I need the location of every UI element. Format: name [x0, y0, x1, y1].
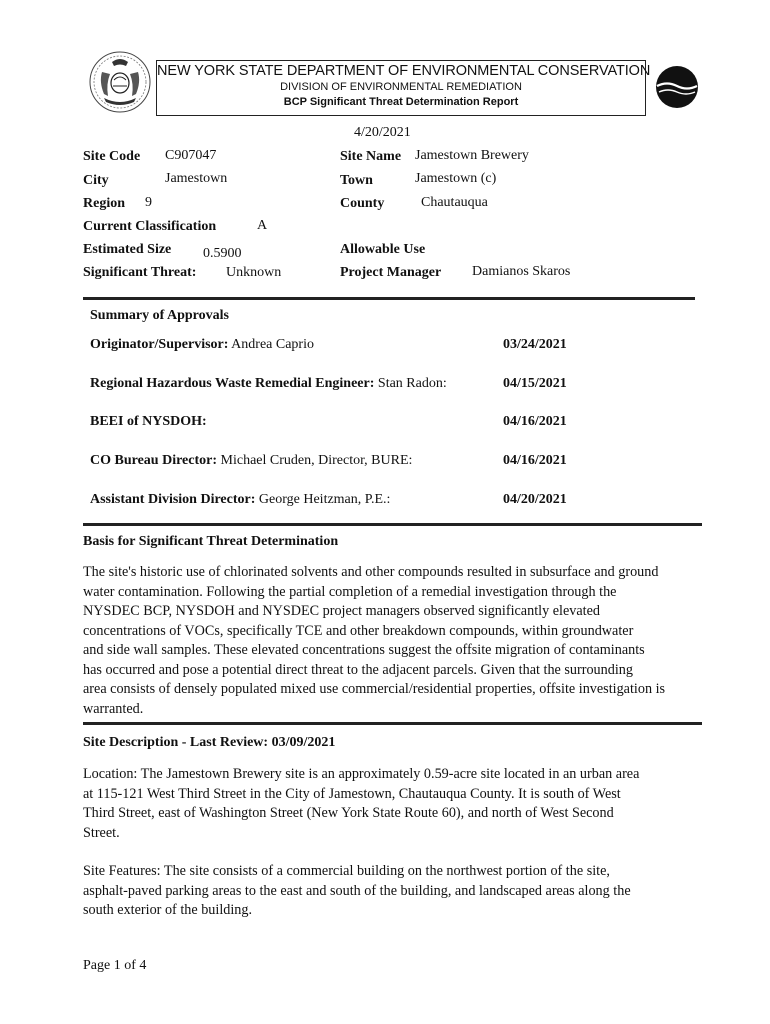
report-header-box	[156, 60, 651, 116]
estimated-size-label: Estimated Size	[83, 242, 172, 257]
town-value: Jamestown (c)	[415, 171, 497, 186]
approval-name: Andrea Caprio	[228, 337, 314, 352]
site-description-title: Site Description - Last Review: 03/09/2021	[83, 735, 336, 750]
text-line: warranted.	[83, 700, 144, 717]
city-value: Jamestown	[165, 171, 228, 186]
approval-name: Michael Cruden, Director, BURE:	[217, 453, 413, 468]
estimated-size-value: 0.5900	[203, 246, 242, 261]
site-name-value: Jamestown Brewery	[415, 148, 529, 163]
section-divider	[83, 297, 695, 300]
approval-date: 04/20/2021	[503, 492, 567, 507]
approval-role: Regional Hazardous Waste Remedial Engineer:	[90, 376, 375, 391]
text-line: at 115-121 West Third Street in the City of Jamestown, Chautauqua County. It is south of West	[83, 785, 621, 802]
approval-name: Stan Radon:	[374, 376, 447, 391]
significant-threat-value: Unknown	[226, 265, 282, 280]
site-features-paragraph	[83, 862, 703, 921]
approval-role: BEEI of NYSDOH:	[90, 414, 207, 429]
approval-date: 03/24/2021	[503, 337, 567, 352]
agency-title: NEW YORK STATE DEPARTMENT OF ENVIRONMENTAL CONSERVATION	[157, 63, 651, 79]
classification-label: Current Classification	[83, 219, 217, 234]
division-title: DIVISION OF ENVIRONMENTAL REMEDIATION	[280, 81, 522, 93]
approval-row	[90, 376, 447, 392]
text-line: area consists of densely populated mixed use commercial/residential properties, offsite investigation is	[83, 681, 666, 697]
approval-date: 04/16/2021	[503, 414, 567, 429]
approval-date: 04/16/2021	[503, 453, 567, 468]
basis-paragraph	[83, 563, 703, 719]
approval-role: Originator/Supervisor:	[90, 337, 229, 352]
text-line: NYSDEC BCP, NYSDOH and NYSDEC project managers observed significantly elevated	[83, 603, 600, 619]
site-code-label: Site Code	[83, 149, 141, 164]
county-label: County	[340, 196, 385, 211]
basis-title: Basis for Significant Threat Determination	[83, 534, 339, 549]
text-line: has occurred and pose a potential direct threat to the adjacent parcels. Given that the surrounding	[83, 661, 633, 678]
page-number: Page 1 of 4	[83, 958, 147, 973]
report-date: 4/20/2021	[354, 125, 411, 140]
project-manager-label: Project Manager	[340, 265, 442, 280]
text-line: The site's historic use of chlorinated solvents and other compounds resulted in subsurface and ground	[83, 564, 659, 580]
text-line: and side wall samples. These elevated concentrations suggest the offsite migration of contaminants	[83, 642, 645, 658]
city-label: City	[83, 173, 109, 188]
region-value: 9	[145, 195, 152, 210]
approval-date: 04/15/2021	[503, 376, 567, 391]
allowable-use-label: Allowable Use	[340, 242, 426, 257]
report-title: BCP Significant Threat Determination Report	[283, 96, 519, 108]
text-line: asphalt-paved parking areas to the east and south of the building, and landscaped areas along the	[83, 882, 631, 899]
approval-role: Assistant Division Director:	[90, 492, 256, 507]
text-line: Location: The Jamestown Brewery site is an approximately 0.59-acre site located in an urban area	[83, 766, 640, 782]
region-label: Region	[83, 196, 125, 211]
approval-role: CO Bureau Director:	[90, 453, 218, 468]
town-label: Town	[340, 173, 373, 188]
significant-threat-label: Significant Threat:	[83, 265, 197, 280]
site-code-value: C907047	[165, 148, 217, 163]
text-line: Site Features: The site consists of a commercial building on the northwest portion of the site,	[83, 863, 610, 879]
text-line: south exterior of the building.	[83, 902, 253, 918]
county-value: Chautauqua	[421, 195, 488, 210]
text-line: Street.	[83, 824, 120, 841]
classification-value: A	[257, 218, 268, 233]
text-line: water contamination. Following the partial completion of a remedial investigation through the	[83, 583, 617, 600]
site-name-label: Site Name	[340, 149, 402, 164]
location-paragraph	[83, 765, 703, 843]
project-manager-value: Damianos Skaros	[472, 264, 571, 279]
approval-row	[90, 492, 390, 508]
text-line: concentrations of VOCs, specifically TCE and other breakdown compounds, within groundwater	[83, 622, 634, 639]
text-line: Third Street, east of Washington Street (New York State Route 60), and north of West Second	[83, 805, 614, 821]
section-divider	[83, 523, 702, 526]
dec-logo-icon	[654, 64, 700, 110]
approval-row	[90, 414, 207, 430]
nys-seal-icon	[88, 50, 152, 114]
section-divider	[83, 722, 702, 725]
approval-row	[90, 453, 412, 469]
approval-row	[90, 337, 314, 353]
approval-name: George Heitzman, P.E.:	[255, 492, 391, 507]
approvals-title: Summary of Approvals	[90, 308, 229, 323]
